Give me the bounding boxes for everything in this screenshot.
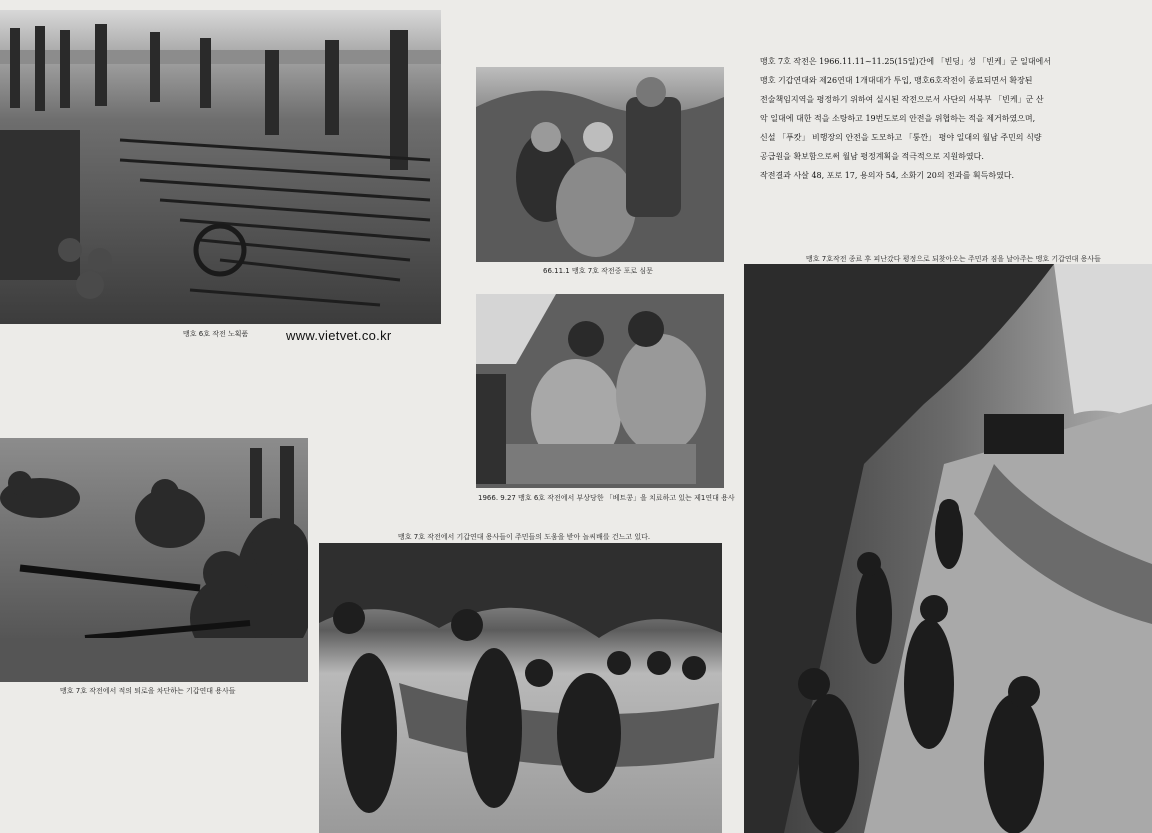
article-line: 작전결과 사살 48, 포로 17, 용의자 54, 소화기 20의 전과를 획득하였다. — [760, 171, 1015, 180]
article-line: 전술책임지역을 평정하기 위하여 실시된 작전으로서 사단의 서북부 「빈케」군 산 — [760, 95, 1044, 104]
caption-road-return: 맹호 7호작전 종료 후 피난갔다 평정으로 되찾아오는 주민과 짐을 날아주는 맹호 기갑연대 용사들 — [806, 255, 1101, 263]
photo-boat-crossing — [319, 543, 722, 833]
article-line: 신설 「푸캇」 비행장의 안전을 도모하고 「퉁깐」 평야 일대의 월남 주민의 식량 — [760, 133, 1042, 142]
article-line: 공급원을 확보함으로써 월남 평정계획을 적극적으로 지원하였다. — [760, 152, 984, 161]
photo-road-return — [744, 264, 1152, 833]
article-line: 맹호 기갑연대와 제26연대 1개대대가 투입, 맹호6호작전이 종료되면서 확장된 — [760, 76, 1033, 85]
photo-prisoner-interrogation — [476, 67, 724, 262]
photo-machinegun-position — [0, 438, 308, 682]
photo-captured-weapons — [0, 10, 441, 324]
watermark: www.vietvet.co.kr — [286, 328, 392, 343]
caption-treating-wounded: 1966. 9.27 맹호 6호 작전에서 부상당한 「베트콩」을 치료하고 있는 제1연대 용사 — [478, 494, 735, 502]
caption-machinegun-position: 맹호 7호 작전에서 적의 퇴로을 차단하는 기갑연대 용사들 — [60, 687, 236, 695]
caption-captured-weapons: 맹호 6호 작전 노획품 — [183, 330, 249, 338]
photo-treating-wounded — [476, 294, 724, 488]
article-text — [760, 52, 1120, 185]
article-line: 맹호 7호 작전은 1966.11.11~11.25(15일)간에 「빈딩」성 「빈케」군 일대에서 — [760, 57, 1052, 66]
article-line: 악 일대에 대한 적을 소탕하고 19번도로의 안전을 위협하는 적을 제거하였으며, — [760, 114, 1036, 123]
caption-boat-crossing: 맹호 7호 작전에서 기갑연대 용사들이 주민들의 도움을 받아 놀씨배를 건느고 있다. — [398, 533, 651, 541]
caption-prisoner-interrogation: 66.11.1 맹호 7호 작전중 포로 심문 — [543, 267, 653, 275]
